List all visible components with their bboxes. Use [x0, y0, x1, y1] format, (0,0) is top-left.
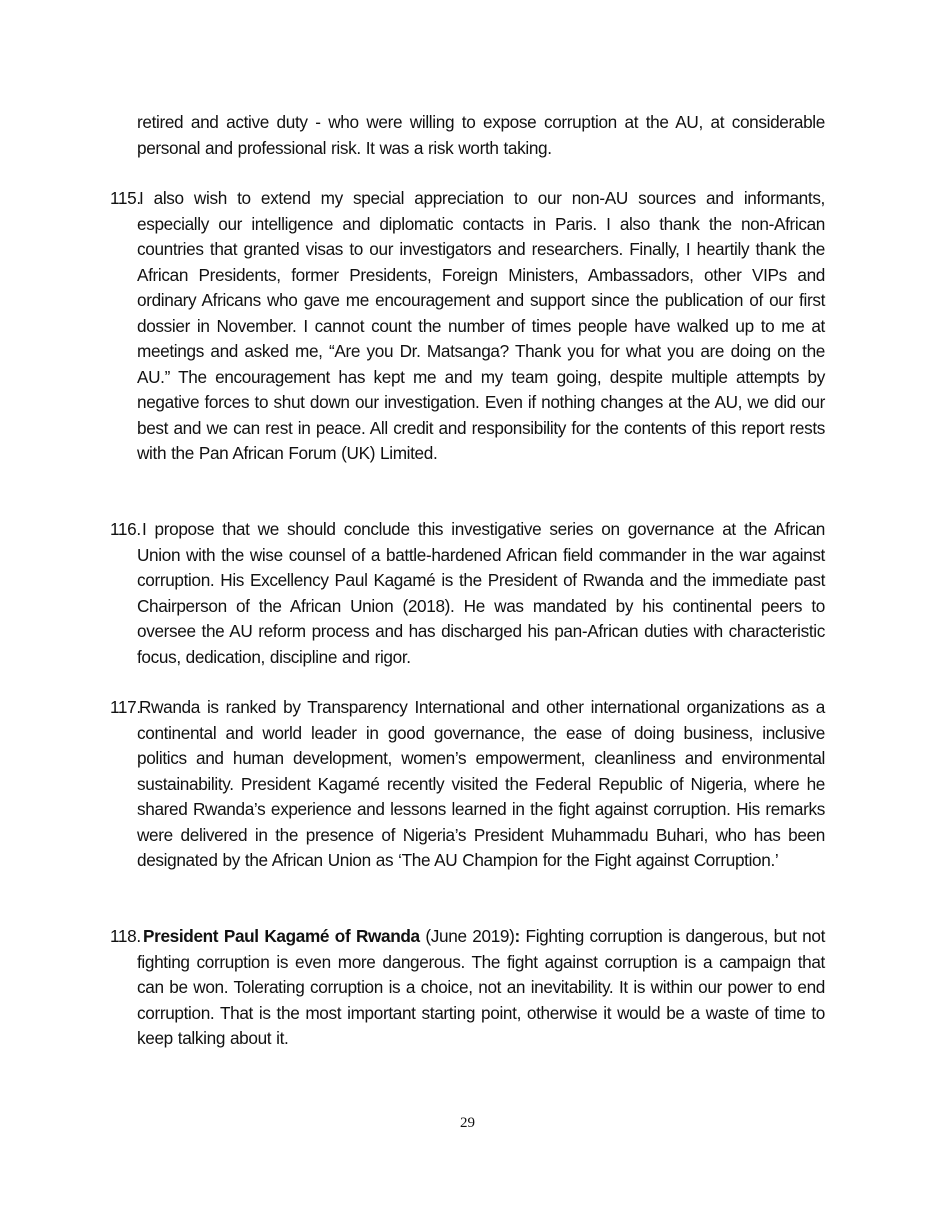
- paragraph-117: [110, 695, 825, 874]
- paragraph-number: 118.: [110, 926, 141, 946]
- quote-text: Fighting corruption is dangerous, but not fighting corruption is even more dangerous. The fight against corruption is a campaign that can be won. Tolerating corruption is a choice, not an inevitability. It is within our power to end corruption. That is the most important starting point, otherwise it would be a waste of time to keep talking about it.: [137, 926, 825, 1048]
- quote-colon: :: [514, 926, 520, 946]
- paragraph-text: Rwanda is ranked by Transparency International and other international organizations as a continental and world leader in good governance, the ease of doing business, inclusive politics and human development, women’s empowerment, cleanliness and environmental sustainability. President Kagamé recently visited the Federal Republic of Nigeria, where he shared Rwanda’s experience and lessons learned in the fight against corruption. His remarks were delivered in the presence of Nigeria’s President Muhammadu Buhari, who has been designated by the African Union as ‘The AU Champion for the Fight against Corruption.’: [137, 697, 825, 870]
- paragraph-115: [110, 186, 825, 467]
- quote-date: (June 2019): [419, 926, 515, 946]
- page-number: 29: [460, 1115, 475, 1131]
- continuation-paragraph: [137, 110, 825, 161]
- quote-speaker: President Paul Kagamé of Rwanda: [143, 926, 420, 946]
- paragraph-number: 117.: [110, 697, 141, 717]
- paragraph-number: 116.: [110, 519, 141, 539]
- paragraph-118: [110, 924, 825, 1052]
- paragraph-text: I also wish to extend my special appreciation to our non-AU sources and informants, especially our intelligence and diplomatic contacts in Paris. I also thank the non-African countries that granted visas to our investigators and researchers. Finally, I heartily thank the African Presidents, former Presidents, Foreign Ministers, Ambassadors, other VIPs and ordinary Africans who gave me encouragement and support since the publication of our first dossier in November. I cannot count the number of times people have walked up to me at meetings and asked me, “Are you Dr. Matsanga? Thank you for what you are doing on the AU.” The encouragement has kept me and my team going, despite multiple attempts by negative forces to shut down our investigation. Even if nothing changes at the AU, we did our best and we can rest in peace. All credit and responsibility for the contents of this report rests with the Pan African Forum (UK) Limited.: [137, 188, 825, 463]
- paragraph-116: [110, 517, 825, 670]
- continuation-text: retired and active duty - who were willing to expose corruption at the AU, at considerable personal and professional risk. It was a risk worth taking.: [137, 112, 825, 158]
- paragraph-number: 115.: [110, 188, 141, 208]
- paragraph-text: I propose that we should conclude this investigative series on governance at the African Union with the wise counsel of a battle-hardened African field commander in the war against corruption. His Excellency Paul Kagamé is the President of Rwanda and the immediate past Chairperson of the African Union (2018). He was mandated by his continental peers to oversee the AU reform process and has discharged his pan-African duties with characteristic focus, dedication, discipline and rigor.: [137, 519, 825, 667]
